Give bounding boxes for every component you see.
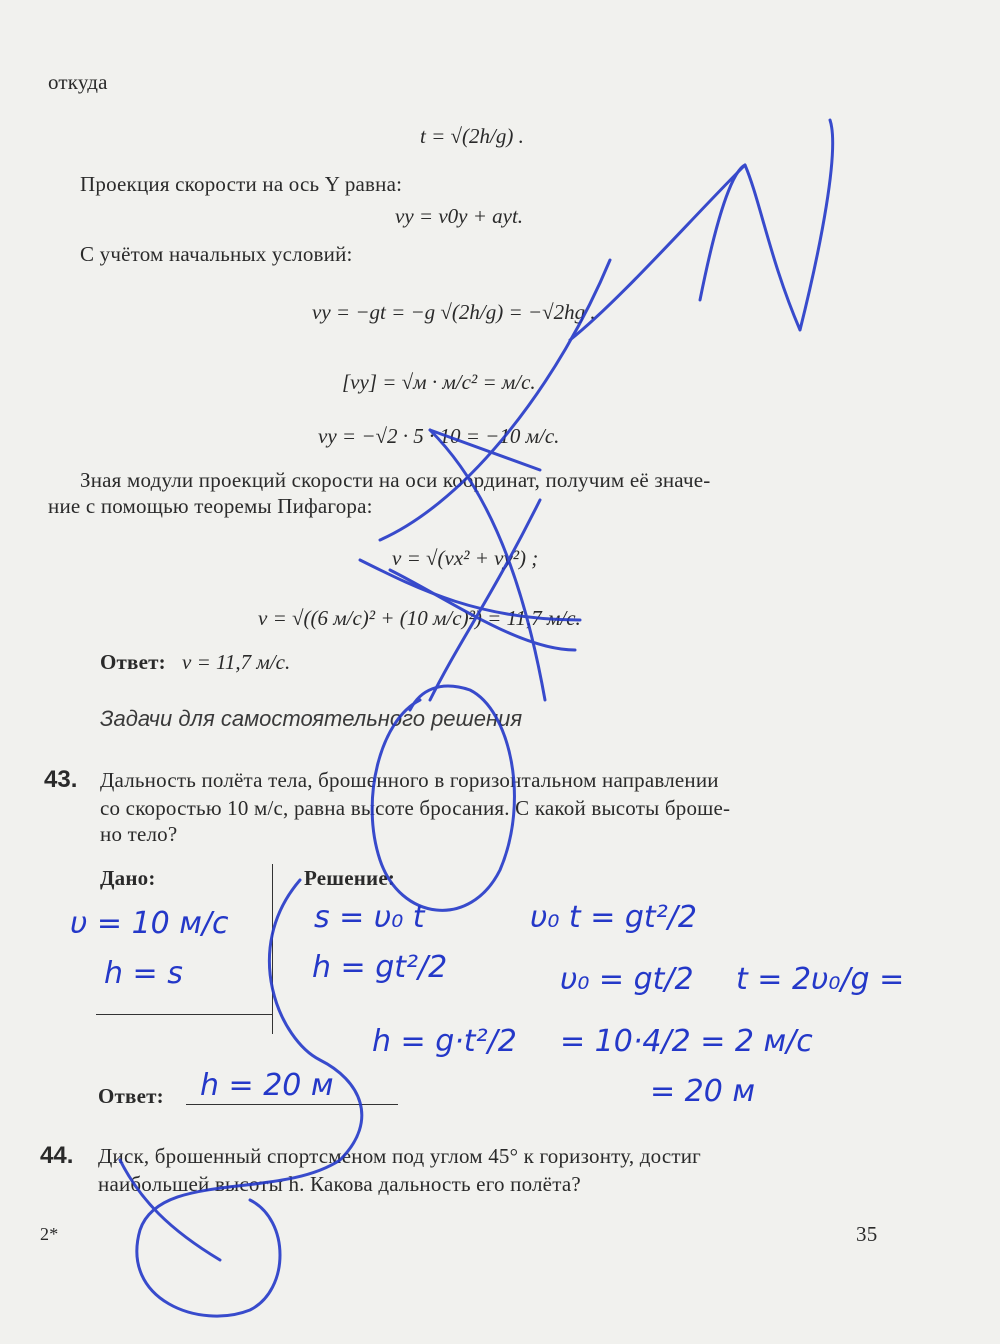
task-43-line2: со скоростью 10 м/с, равна высоте бросания. С какой высоты броше-: [100, 796, 731, 820]
hand-sol-calc: = 10·4/2 = 2 м/с: [560, 1024, 813, 1059]
formula-v-value: v = √((6 м/с)² + (10 м/с)²) = 11,7 м/с.: [258, 606, 581, 630]
intro-word: откуда: [48, 70, 108, 94]
task-43-number: 43.: [44, 766, 78, 793]
given-label: Дано:: [100, 866, 156, 890]
task-43-line1: Дальность полёта тела, брошенного в горизонтальном направлении: [100, 768, 719, 792]
solution-label: Решение:: [304, 866, 396, 890]
page-number: 35: [856, 1222, 878, 1246]
hand-given-h: h = s: [104, 956, 183, 991]
formula-units: [vy] = √м · м/с² = м/с.: [342, 370, 536, 394]
scribble-stroke-v: [700, 120, 833, 330]
projection-text: Проекция скорости на ось Y равна:: [80, 172, 403, 196]
scribble-stroke-s-cross: [120, 1160, 220, 1260]
answer-label-43: Ответ:: [98, 1084, 164, 1108]
pythagoras-text-line2: ние с помощью теоремы Пифагора:: [48, 494, 373, 518]
hand-sol-h: h = gt²/2: [312, 950, 448, 985]
hand-sol-h-calc: h = g·t²/2: [372, 1024, 517, 1059]
hand-sol-t: t = 2υ₀/g =: [736, 962, 905, 997]
hand-given-v: υ = 10 м/с: [70, 906, 229, 941]
scribble-stroke-cross-4: [430, 430, 545, 700]
hand-sol-eq1: υ₀ t = gt²/2: [530, 900, 697, 935]
scribble-stroke-s: [137, 880, 362, 1316]
hand-answer: h = 20 м: [200, 1068, 334, 1103]
initial-conditions-text: С учётом начальных условий:: [80, 242, 353, 266]
task-44-line2: наибольшей высоты h. Какова дальность его полёта?: [98, 1172, 581, 1196]
task-44-line1: Диск, брошенный спортсменом под углом 45° к горизонту, достиг: [98, 1144, 701, 1168]
answer-value: v = 11,7 м/с.: [182, 650, 291, 674]
hand-sol-eq2: υ₀ = gt/2: [560, 962, 694, 997]
formula-vy-value: vy = −√2 · 5 · 10 = −10 м/с.: [318, 424, 560, 448]
scribble-stroke-diagonal: [570, 165, 745, 340]
hand-sol-s: s = υ₀ t: [314, 900, 425, 935]
task-43-line3: но тело?: [100, 822, 178, 846]
formula-vy: vy = v0y + ayt.: [395, 204, 524, 228]
hand-sol-result: = 20 м: [650, 1074, 756, 1109]
scribble-stroke-strike-2: [360, 560, 580, 620]
answer-label: Ответ:: [100, 650, 166, 674]
section-heading: Задачи для самостоятельного решения: [100, 706, 523, 731]
pythagoras-text-line1: Зная модули проекций скорости на оси координат, получим её значе-: [80, 468, 711, 492]
formula-vy-gt: vy = −gt = −g √(2h/g) = −√2hg .: [312, 300, 596, 324]
scribble-stroke-o: [372, 686, 514, 910]
footer-left: 2*: [40, 1224, 59, 1244]
scribble-stroke-cross-2: [380, 260, 610, 540]
formula-v: v = √(vx² + vy²) ;: [392, 546, 539, 570]
formula-t: t = √(2h/g) .: [420, 124, 524, 148]
task-44-number: 44.: [40, 1142, 74, 1169]
